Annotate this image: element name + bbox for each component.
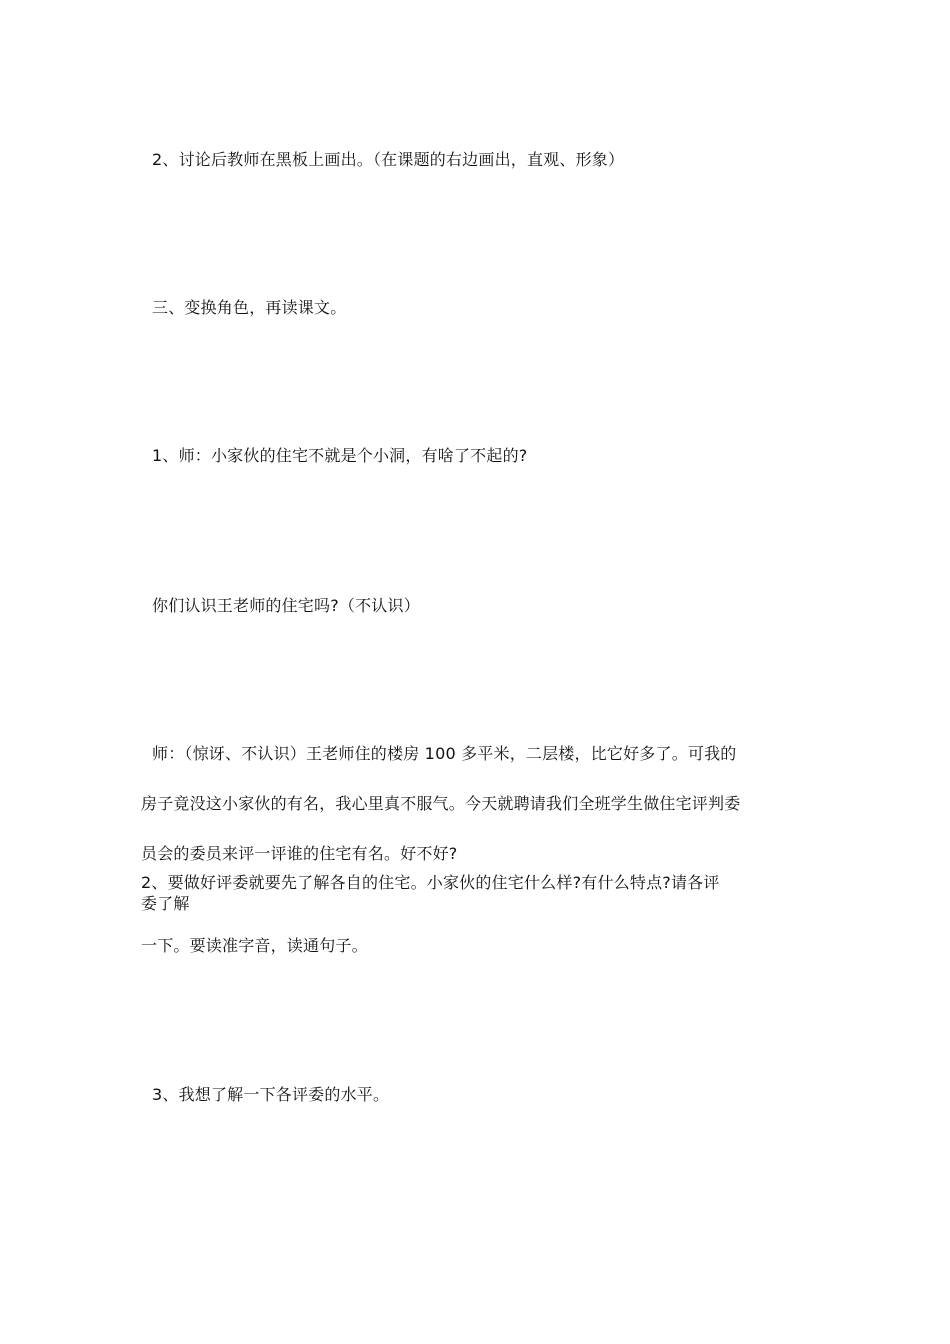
- paragraph-line-3: 你们认识王老师的住宅吗?（不认识）: [152, 596, 420, 615]
- paragraph-line-1: 2、讨论后教师在黑板上画出。（在课题的右边画出，直观、形象）: [152, 150, 625, 169]
- paragraph-line-2: 1、师：小家伙的住宅不就是个小洞，有啥了不起的?: [152, 446, 528, 465]
- paragraph-line-9: 一下。要读准字音，读通句子。: [141, 936, 368, 955]
- section-heading-3: 三、变换角色，再读课文。: [152, 298, 347, 317]
- paragraph-line-6: 员会的委员来评一评谁的住宅有名。好不好?: [141, 844, 458, 863]
- paragraph-line-5: 房子竟没这小家伙的有名，我心里真不服气。今天就聘请我们全班学生做住宅评判委: [141, 794, 741, 813]
- paragraph-line-10: 3、我想了解一下各评委的水平。: [152, 1085, 390, 1104]
- paragraph-line-7: 2、要做好评委就要先了解各自的住宅。小家伙的住宅什么样?有什么特点?请各评: [141, 873, 720, 892]
- paragraph-line-4: 师：（惊讶、不认识）王老师住的楼房 100 多平米，二层楼，比它好多了。可我的: [152, 744, 737, 763]
- paragraph-line-8: 委了解: [141, 894, 190, 913]
